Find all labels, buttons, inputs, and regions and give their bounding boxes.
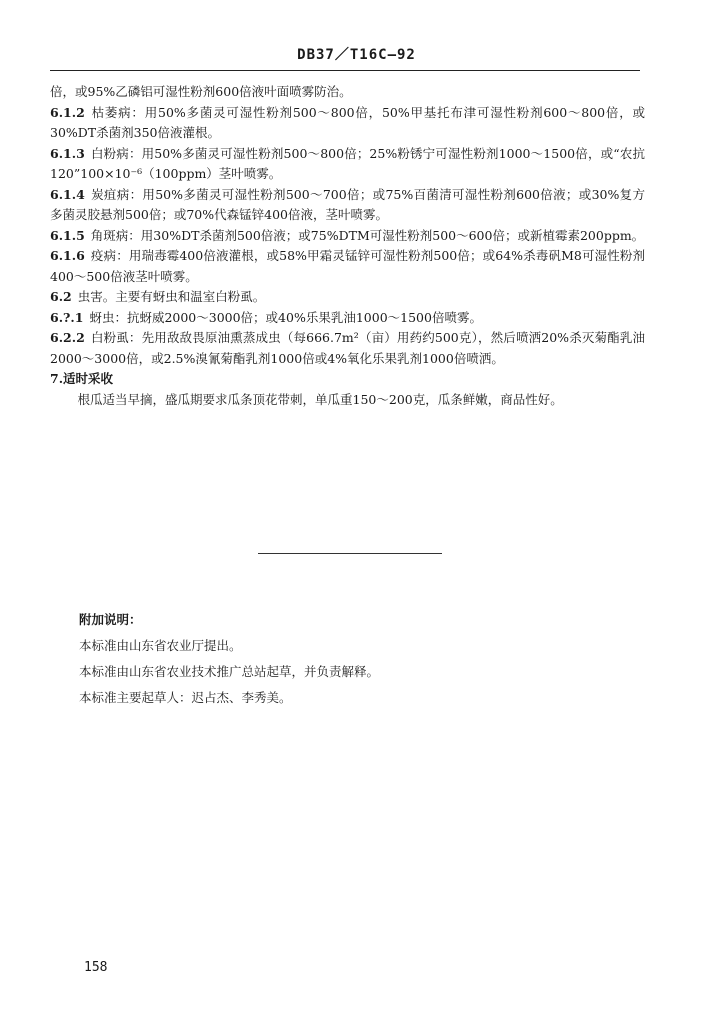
section-text: 虫害。主要有蚜虫和温室白粉虱。 xyxy=(77,289,266,304)
notes-title: 附加说明： xyxy=(79,612,142,627)
notes-line: 本标准由山东省农业技术推广总站起草，并负责解释。 xyxy=(79,664,380,679)
section-text: 枯萎病：用50%多菌灵可湿性粉剂500～800倍，50%甲基托布津可湿性粉剂600～800倍，或30%DT杀菌剂350倍液灌根。 xyxy=(50,104,645,140)
section-6-1-5 xyxy=(50,226,645,247)
section-number: 6.1.3 xyxy=(50,145,85,161)
additional-notes xyxy=(79,607,639,711)
section-text: 蚜虫：抗蚜威2000～3000倍；或40%乐果乳油1000～1500倍喷雾。 xyxy=(89,309,482,325)
section-6-1-2 xyxy=(50,103,645,144)
section-number: 6.2.2 xyxy=(50,330,85,345)
section-number: 6.?.1 xyxy=(50,309,84,325)
section-6-2 xyxy=(50,287,645,308)
section-6-1-4 xyxy=(50,185,645,226)
notes-line: 本标准主要起草人：迟占杰、李秀美。 xyxy=(79,690,292,705)
document-body xyxy=(50,82,645,410)
document-code-header: DB37／T16C—92 xyxy=(297,47,416,63)
section-number: 6.1.6 xyxy=(50,248,85,263)
notes-line: 本标准由山东省农业厅提出。 xyxy=(79,638,242,653)
section-7-heading: 7.适时采收 xyxy=(50,371,114,386)
header-rule xyxy=(50,70,640,71)
section-6-1-6 xyxy=(50,246,645,287)
section-text: 角斑病：用30%DT杀菌剂500倍液；或75%DTM可湿性粉剂500～600倍；或新植霉素200ppm。 xyxy=(90,227,645,243)
section-number: 6.1.2 xyxy=(50,104,85,120)
section-text: 疫病：用瑞毒霉400倍液灌根，或58%甲霜灵锰锌可湿性粉剂500倍；或64%杀毒矾M8可湿性粉剂400～500倍液茎叶喷雾。 xyxy=(50,248,645,284)
section-6-2-1 xyxy=(50,308,645,329)
section-text: 炭疽病：用50%多菌灵可湿性粉剂500～700倍；或75%百菌清可湿性粉剂600倍液；或30%复方多菌灵胶悬剂500倍；或70%代森锰锌400倍液，茎叶喷雾。 xyxy=(50,186,645,222)
section-6-2-2 xyxy=(50,328,645,369)
harvest-paragraph: 根瓜适当早摘，盛瓜期要求瓜条顶花带刺，单瓜重150～200克，瓜条鲜嫩，商品性好。 xyxy=(77,391,563,407)
section-number: 6.1.4 xyxy=(50,186,85,202)
section-6-1-3 xyxy=(50,144,645,185)
page-number: 158 xyxy=(84,960,108,975)
section-number: 6.2 xyxy=(50,289,72,304)
section-text: 白粉病：用50%多菌灵可湿性粉剂500～800倍；25%粉锈宁可湿性粉剂1000～1500倍，或“农抗120”100×10⁻⁶（100ppm）茎叶喷雾。 xyxy=(50,145,645,181)
section-separator xyxy=(258,553,442,554)
section-text: 白粉虱：先用敌敌畏原油熏蒸成虫（每666.7m²（亩）用药约500克），然后喷洒20%杀灭菊酯乳油2000～3000倍，或2.5%溴氰菊酯乳剂1000倍或4%氧化乐果乳剂1000倍喷洒。 xyxy=(50,330,645,366)
paragraph-continued: 倍，或95%乙磷铝可湿性粉剂600倍液叶面喷雾防治。 xyxy=(50,84,352,99)
section-number: 6.1.5 xyxy=(50,227,85,243)
